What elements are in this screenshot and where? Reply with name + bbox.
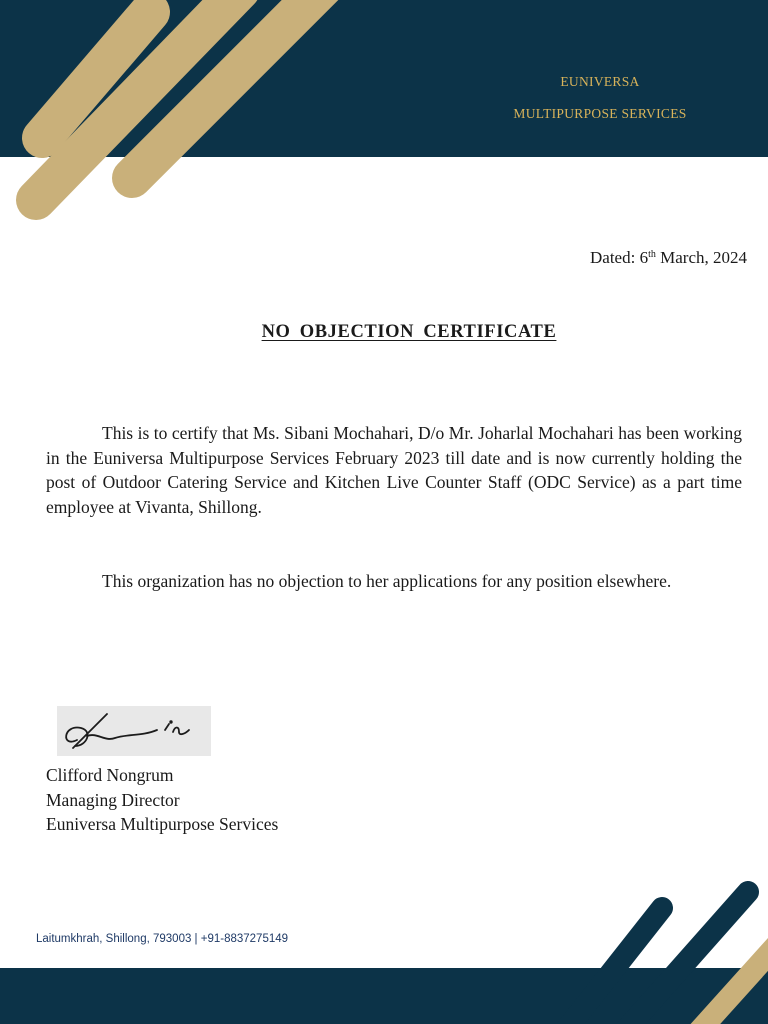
- date-superscript: th: [648, 249, 656, 260]
- decorative-stripes-bottom: [0, 880, 768, 1024]
- signatory-block: [46, 763, 278, 837]
- body-paragraph-2: [46, 569, 742, 594]
- paragraph-2-text: This organization has no objection to her applications for any position elsewhere.: [102, 571, 672, 591]
- company-name: [480, 66, 720, 130]
- paragraph-1-text: This is to certify that Ms. Sibani Mochahari, D/o Mr. Joharlal Mochahari has been working in the Euniversa Multipurpose Services February 2023 till date and is now currently holding the post of Outdoor Catering Service and Kitchen Live Counter Staff (ODC Service) as a part time employee at Vivanta, Shillong.: [46, 423, 742, 517]
- signatory-organization: Euniversa Multipurpose Services: [46, 814, 279, 834]
- footer-address: Laitumkhrah, Shillong, 793003 | +91-8837275149: [36, 933, 289, 945]
- letter-date: [590, 248, 747, 268]
- decorative-stripes-top: [0, 0, 400, 260]
- date-suffix: March, 2024: [655, 248, 747, 267]
- signature-image: [57, 706, 211, 756]
- document-title: NO OBJECTION CERTIFICATE: [261, 322, 557, 342]
- body-paragraph-1: [46, 421, 742, 519]
- signatory-designation: Managing Director: [46, 789, 180, 810]
- company-name-line1: EUNIVERSA: [560, 74, 640, 89]
- signatory-name: Clifford Nongrum: [46, 765, 174, 785]
- date-prefix: Dated: 6: [590, 248, 649, 267]
- company-name-line2: MULTIPURPOSE SERVICES: [513, 106, 687, 121]
